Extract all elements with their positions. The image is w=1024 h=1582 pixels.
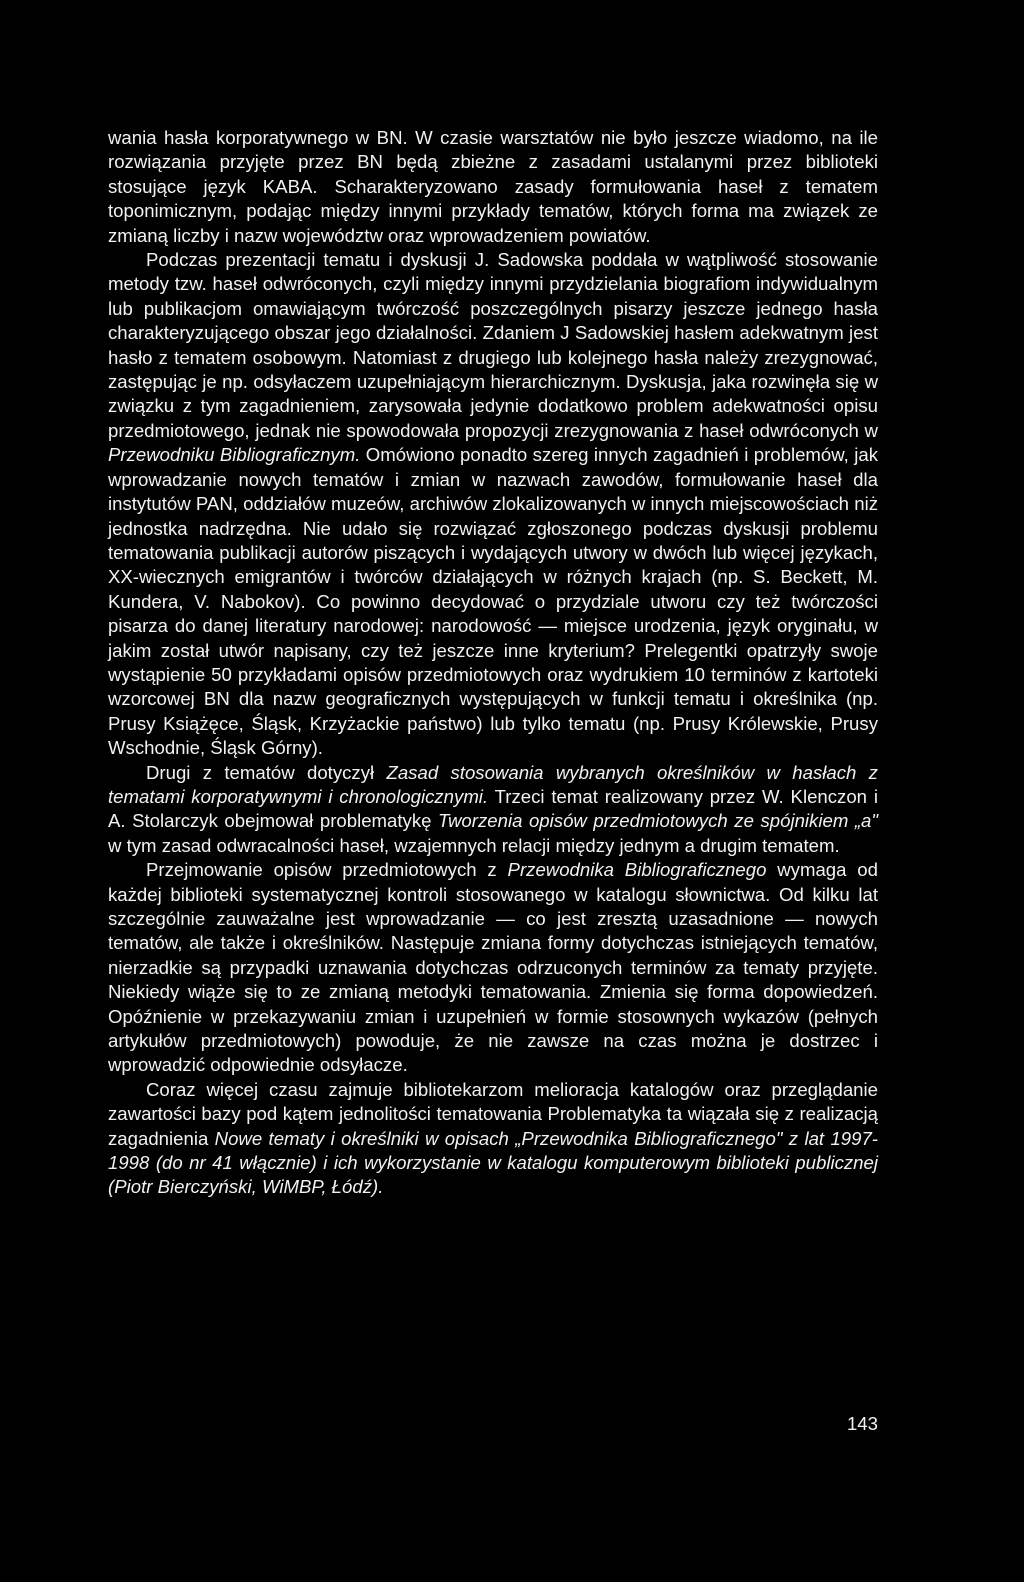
page-number: 143: [846, 1413, 878, 1434]
italic-title-text: Zasad stosowania wybranych określników w hasłach z tematami korporatywnymi i chronologicznymi.: [108, 761, 878, 807]
paragraph-text: Podczas prezentacji tematu i dyskusji J. Sadowska poddała w wątpliwość stosowanie metody tzw. haseł odwróconych, czyli między innymi przydzielania biografiom indywidualnym lub publikacjom omawiającym twórczość poszczególnych pisarzy jeszcze jednego hasła charakteryzującego obszar jego działalności. Zdaniem J Sadowskiej hasłem adekwatnym jest hasło z tematem osobowym. Natomiast z drugiego lub kolejnego hasła należy zrezygnować, zastępując je np. odsyłaczem uzupełniającym hierarchicznym. Dyskusja, jaka rozwinęła się w związku z tym zagadnieniem, zarysowała jedynie dodatkowo problem adekwatności opisu przedmiotowego, jednak nie spowodowała propozycji zrezygnowania z haseł odwróconych w: [108, 249, 878, 441]
paragraph-text: wymaga od każdej biblioteki systematycznej kontroli stosowanego w katalogu słownictwa. Od kilku lat szczególnie zauważalne jest wprowadzanie — co jest zresztą uzasadnione — nowych tematów, ale także i określników. Następuje zmiana formy dotychczas istniejących tematów, nierzadkie są przypadki uznawania dotychczas odrzuconych terminów za tematy przyjęte. Niekiedy wiąże się to ze zmianą metodyki tematowania. Zmienia się forma dopowiedzeń. Opóźnienie w przekazywaniu zmian i uzupełnień w formie stosownych wykazów (pełnych artykułów przedmiotowych) powoduje, że nie zawsze na czas można je dostrzec i wprowadzić odpowiednie odsyłacze.: [108, 859, 878, 1076]
paragraph: [108, 126, 878, 248]
paragraph: [108, 761, 878, 859]
body-text-column: [108, 126, 878, 1200]
paragraph-text: Trzeci temat realizowany przez W. Klenczon i A. Stolarczyk obejmował problematykę: [108, 785, 878, 832]
paragraph-text: w tym zasad odwracalności haseł, wzajemnych relacji między jednym a drugim tematem.: [108, 834, 840, 856]
paragraph: [108, 1078, 878, 1200]
paragraph: [108, 248, 878, 761]
paragraph-text: Omówiono ponadto szereg innych zagadnień i problemów, jak wprowadzanie nowych tematów i zmian w nazwach zawodów, formułowanie haseł dla instytutów PAN, oddziałów muzeów, archiwów zlokalizowanych w innych miejscowościach niż jednostka nadrzędna. Nie udało się rozwiązać zgłoszonego podczas dyskusji problemu tematowania publikacji autorów piszących i wydających utwory w dwóch lub więcej językach, XX-wiecznych emigrantów i twórców działających w różnych krajach (np. S. Beckett, M. Kundera, V. Nabokov). Co powinno decydować o przydziale utworu czy też twórczości pisarza do danej literatury narodowej: narodowość — miejsce urodzenia, język oryginału, w jakim został utwór napisany, czy też jeszcze inne kryterium? Prelegentki opatrzyły swoje wystąpienie 50 przykładami opisów przedmiotowych oraz wydrukiem 10 terminów z kartoteki wzorcowej BN dla nazw geograficznych występujących w funkcji tematu i określnika (np. Prusy Książęce, Śląsk, Krzyżackie państwo) lub tylko tematu (np. Prusy Królewskie, Prusy Wschodnie, Śląsk Górny).: [108, 444, 878, 759]
italic-title-text: Nowe tematy i określniki w opisach „Przewodnika Bibliograficznego" z lat 1997-1998 (do nr 41 włącznie) i ich wykorzystanie w katalogu komputerowym biblioteki publicznej (Piotr Bierczyński, WiMBP, Łódź).: [108, 1127, 878, 1198]
italic-title-text: Przewodnika Bibliograficznego: [507, 859, 767, 881]
paragraph-text: Coraz więcej czasu zajmuje bibliotekarzom melioracja katalogów oraz przeglądanie zawartości bazy pod kątem jednolitości tematowania Problematyka ta wiązała się z realizacją zagadnienia: [108, 1078, 878, 1149]
paragraph-text: Drugi z tematów dotyczył: [146, 761, 387, 783]
italic-title-text: Przewodniku Bibliograficznym.: [108, 444, 361, 466]
italic-title-text: Tworzenia opisów przedmiotowych ze spójnikiem „a": [438, 810, 878, 832]
paragraph: [108, 858, 878, 1078]
paragraph-text: wania hasła korporatywnego w BN. W czasie warsztatów nie było jeszcze wiadomo, na ile rozwiązania przyjęte przez BN będą zbieżne z zasadami ustalanymi przez biblioteki stosujące język KABA. Scharakteryzowano zasady formułowania haseł z tematem toponimicznym, podając między innymi przykłady tematów, których forma ma związek ze zmianą liczby i nazw województw oraz wprowadzeniem powiatów.: [108, 127, 878, 246]
paragraph-text: Przejmowanie opisów przedmiotowych z: [146, 859, 508, 881]
